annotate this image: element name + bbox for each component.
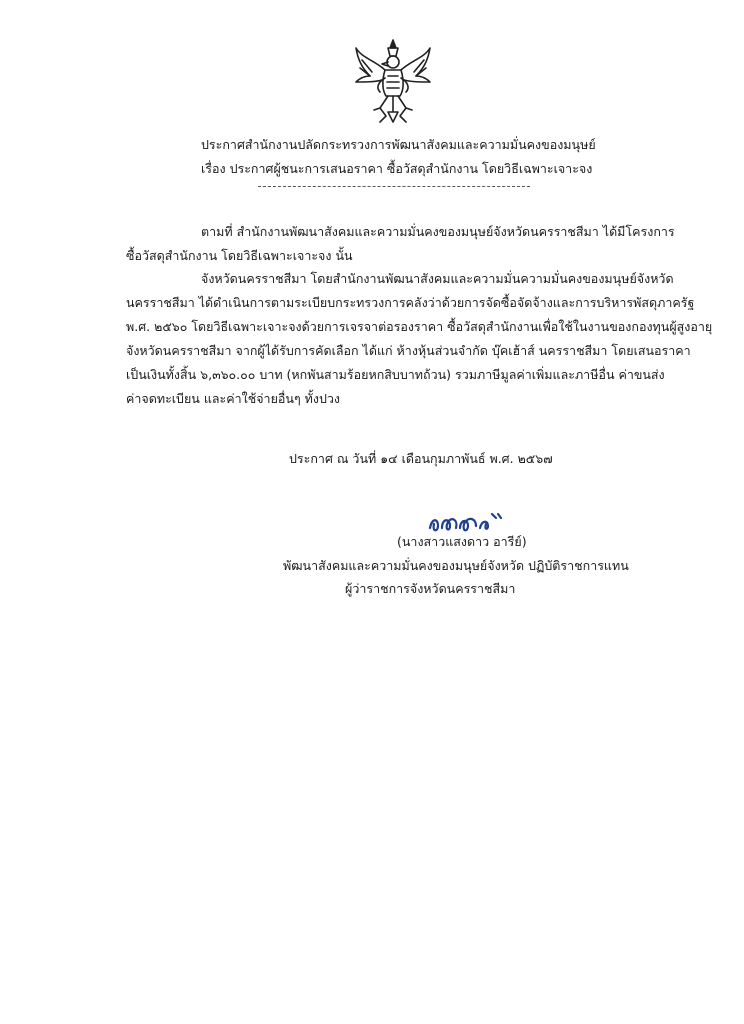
handwritten-signature (426, 506, 506, 536)
body-line: พ.ศ. ๒๕๖๐ โดยวิธีเฉพาะเจาะจงด้วยการเจรจาต่อรองราคา ซื้อวัสดุสำนักงานเพื่อใช้ในงานของกองทุนผู้สูงอายุ (126, 319, 713, 334)
body-line: ซื้อวัสดุสำนักงาน โดยวิธีเฉพาะเจาะจง นั้น (126, 248, 353, 263)
divider (258, 186, 530, 187)
body-line: ค่าจดทะเบียน และค่าใช้จ่ายอื่นๆ ทั้งปวง (126, 391, 341, 406)
body-line: จังหวัดนครราชสีมา โดยสำนักงานพัฒนาสังคมและความมั่นความมั่นคงของมนุษย์จังหวัด (201, 271, 674, 286)
body-line: เป็นเงินทั้งสิ้น ๖,๓๖๐.๐๐ บาท (หกพันสามร้อยหกสิบบาทถ้วน) รวมภาษีมูลค่าเพิ่มและภาษีอื่น ค่าขนส่ง (126, 367, 665, 382)
garuda-emblem-icon (352, 38, 434, 124)
signer-position-secondary: ผู้ว่าราชการจังหวัดนครราชสีมา (345, 581, 516, 596)
body-line: นครราชสีมา ได้ดำเนินการตามระเบียบกระทรวงการคลังว่าด้วยการจัดซื้อจัดจ้างและการบริหารพัสดุภาครัฐ (126, 295, 695, 310)
body-line: ตามที่ สำนักงานพัฒนาสังคมและความมั่นคงของมนุษย์จังหวัดนครราชสีมา ได้มีโครงการ (201, 224, 675, 239)
signer-name: (นางสาวแสงดาว อารีย์) (397, 534, 527, 549)
body-line: จังหวัดนครราชสีมา จากผู้ได้รับการคัดเลือก ได้แก่ ห้างหุ้นส่วนจำกัด บุ๊คเฮ้าส์ นครราชสีมา โดยเสนอราคา (126, 343, 691, 358)
signer-position: พัฒนาสังคมและความมั่นคงของมนุษย์จังหวัด ปฏิบัติราชการแทน (283, 558, 629, 573)
announcement-subject: เรื่อง ประกาศผู้ชนะการเสนอราคา ซื้อวัสดุสำนักงาน โดยวิธีเฉพาะเจาะจง (201, 161, 593, 176)
announcement-date: ประกาศ ณ วันที่ ๑๔ เดือนกุมภาพันธ์ พ.ศ. ๒๕๖๗ (289, 451, 553, 466)
announcement-title: ประกาศสำนักงานปลัดกระทรวงการพัฒนาสังคมและความมั่นคงของมนุษย์ (201, 137, 596, 152)
